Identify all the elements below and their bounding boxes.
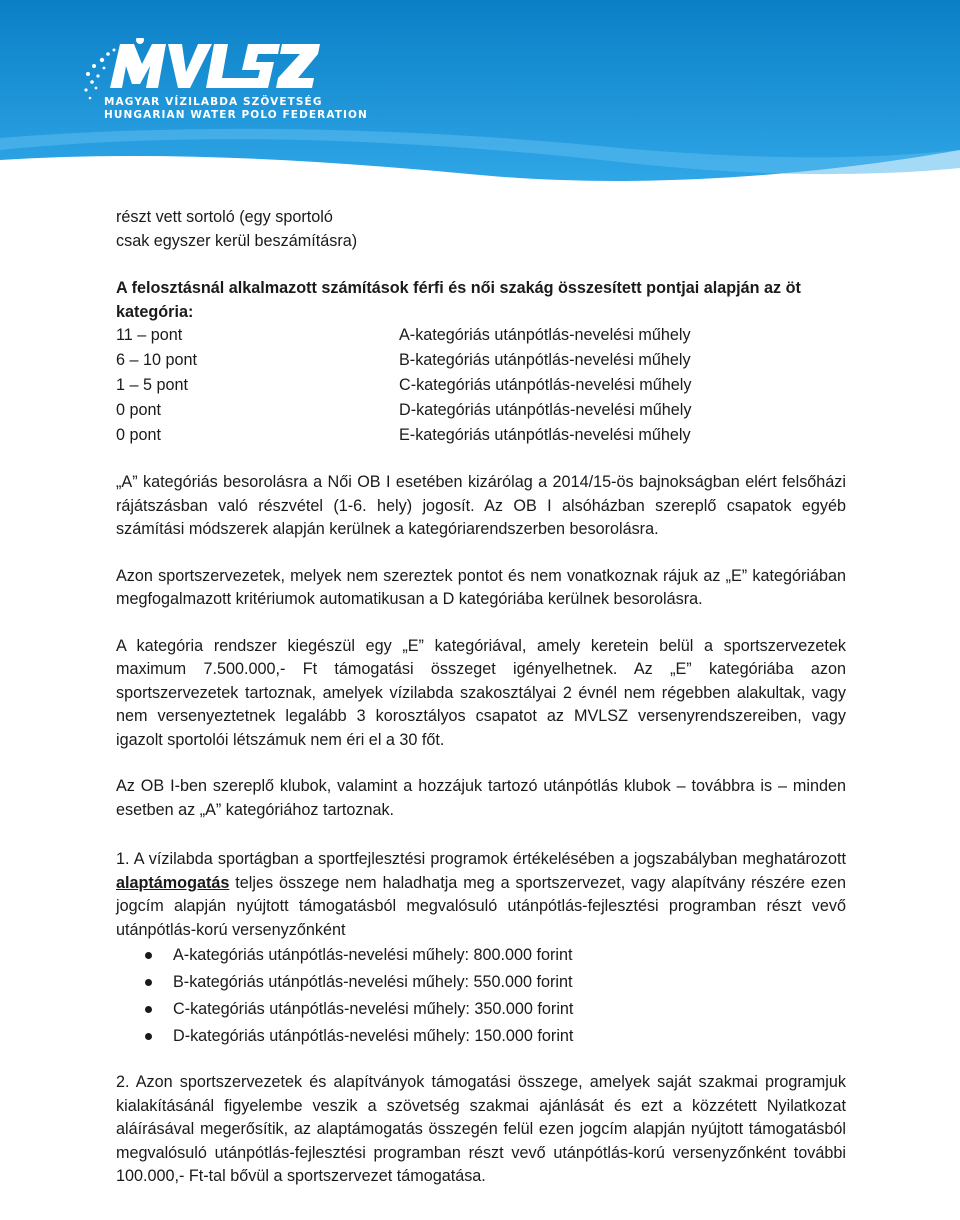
amount-text: D-kategóriás utánpótlás-nevelési műhely: 150.000 forint [173,1027,574,1045]
bullet-icon [145,952,152,959]
paragraph-extra-support: 2. Azon sportszervezetek és alapítványok támogatási összege, amelyek saját szakmai programjuk kialakításánál figyelembe veszik a szövetség szakmai ajánlását és ezt a közzétett Nyilatkozat aláírásával megerősítik, az alaptámogatás összegén felül ezen jogcím alapján nyújtott támogatásból megvalósuló utánpótlás-fejlesztési programban részt vevő utánpótlás-korú versenyzőnként további 100.000,- Ft-tal bővül a sportszervezet támogatása. [116,1073,846,1185]
federation-name-en: HUNGARIAN WATER POLO FEDERATION [104,109,368,121]
category-name: E-kategóriás utánpótlás-nevelési műhely [399,426,691,444]
category-name: C-kategóriás utánpótlás-nevelési műhely [399,376,692,394]
category-name: B-kategóriás utánpótlás-nevelési műhely [399,351,691,369]
amount-text: A-kategóriás utánpótlás-nevelési műhely: 800.000 forint [173,946,573,964]
intro-line-2: csak egyszer kerül beszámításra) [116,231,358,250]
federation-name-hu: MAGYAR VÍZILABDA SZÖVETSÉG [104,96,323,108]
document-body [116,206,846,1189]
category-points: 6 – 10 pont [116,351,198,369]
category-points: 11 – pont [116,326,183,344]
amount-list [116,942,846,1050]
amount-text: B-kategóriás utánpótlás-nevelési műhely: 550.000 forint [173,973,573,991]
category-row [116,424,846,449]
paragraph-e-category: A kategória rendszer kiegészül egy „E” kategóriával, amely keretein belül a sportszervezetek maximum 7.500.000,- Ft támogatási összeget igényelhetnek. Az „E” kategóriába azon sportszervezetek tartoznak, amelyek vízilabda szakosztályai 2 évnél nem régebben alakultak, vagy nem versenyeztetnek legalább 3 korosztályos csapatot az MVLSZ versenyrendszereiben, vagy igazolt sportolói létszámuk nem éri el a 30 főt. [116,636,846,749]
category-row [116,374,846,399]
category-name: A-kategóriás utánpótlás-nevelési műhely [399,326,691,344]
list-item [116,996,846,1023]
list-item [116,969,846,996]
categories-heading: A felosztásnál alkalmazott számítások férfi és női szakág összesített pontjai alapján az öt kategória: [116,279,801,321]
paragraph-a-category: „A” kategóriás besorolásra a Női OB I esetében kizárólag a 2014/15-ös bajnokságban elért felsőházi rájátszásban való részvétel (1-6. hely) jogosít. Az OB I alsóházban szereplő csapatok egyéb számítási módszerek alapján kerülnek a kategóriarendszerben besorolásra. [116,473,846,538]
header-banner [0,0,960,150]
category-points: 0 pont [116,426,162,444]
federation-name [104,96,368,122]
base-support-term: alaptámogatás [116,873,230,892]
list-item [116,1023,846,1050]
list-item [116,942,846,969]
paragraph-base-support [116,848,846,942]
category-row [116,349,846,374]
category-row [116,399,846,424]
category-row [116,324,846,349]
category-table [116,324,846,449]
paragraph-d-category: Azon sportszervezetek, melyek nem szereztek pontot és nem vonatkoznak rájuk az „E” kategóriában megfogalmazott kritériumok automatikusan a D kategóriába kerülnek besorolásra. [116,566,846,608]
bullet-icon [145,1006,152,1013]
amount-text: C-kategóriás utánpótlás-nevelési műhely: 350.000 forint [173,1000,574,1018]
bullet-icon [145,979,152,986]
bullet-icon [145,1033,152,1040]
paragraph-ob1-clubs: Az OB I-ben szereplő klubok, valamint a hozzájuk tartozó utánpótlás klubok – továbbra is – minden esetben az „A” kategóriához tartoznak. [116,777,846,819]
category-points: 1 – 5 pont [116,376,189,394]
intro-line-1: részt vett sortoló (egy sportoló [116,208,333,226]
base-support-text-before: 1. A vízilabda sportágban a sportfejlesztési programok értékelésében a jogszabályban meghatározott [116,850,846,868]
category-points: 0 pont [116,401,162,419]
base-support-text-after: teljes összege nem haladhatja meg a sportszervezet, vagy alapítvány részére ezen jogcím alapján nyújtott támogatásból megvalósuló utánpótlás-fejlesztési programban részt vevő utánpótlás-korú versenyzőnként [116,873,846,939]
category-name: D-kategóriás utánpótlás-nevelési műhely [399,401,692,419]
